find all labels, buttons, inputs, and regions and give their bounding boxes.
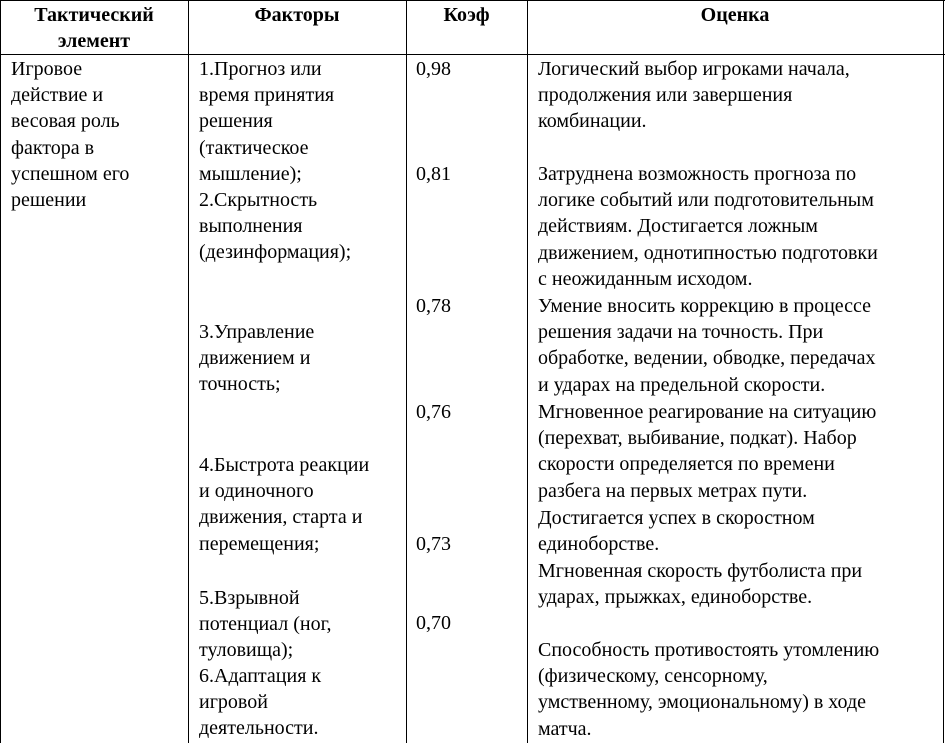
coef-1: 0,98 <box>416 58 451 80</box>
factor-1: 1.Прогноз или время принятия решения (тактическое мышление); <box>199 58 335 185</box>
table-right-border <box>943 0 944 743</box>
tactical-element-cell: Игровое действие и весовая роль фактора в успешном его решении <box>11 58 130 212</box>
assessment-1: Логический выбор игроками начала, продолжения или завершения комбинации. <box>538 58 850 133</box>
table-left-border <box>0 0 1 743</box>
factor-3: 3.Управление движением и точность; <box>199 321 315 396</box>
assessment-6: Мгновенная скорость футболиста при ударах, прыжках, единоборстве. <box>538 560 863 609</box>
assessment-3: Умение вносить коррекцию в процессе решения задачи на точность. При обработке, ведении, обводке, передачах и ударах на предельной скорости. <box>538 295 876 396</box>
assessment-5: Достигается успех в скоростном единоборстве. <box>538 507 815 556</box>
coef-6: 0,70 <box>416 612 451 634</box>
header-bottom-border <box>0 54 945 55</box>
assessment-2: Затруднена возможность прогноза по логике событий или подготовительным действиям. Достигается ложным движением, однотипностью подготовки с неожиданным исходом. <box>538 163 878 290</box>
header-factors: Факторы <box>254 4 340 26</box>
assessment-4: Мгновенное реагирование на ситуацию (перехват, выбивание, подкат). Набор скорости определяется по времени разбега на первых метрах пути. <box>538 401 877 502</box>
column-divider-3 <box>527 0 528 743</box>
coef-4: 0,76 <box>416 401 451 423</box>
column-divider-2 <box>406 0 407 743</box>
factor-4: 4.Быстрота реакции и одиночного движения, старта и перемещения; <box>199 454 370 555</box>
factor-2: 2.Скрытность выполнения (дезинформация); <box>199 189 352 264</box>
column-divider-1 <box>188 0 189 743</box>
header-coef: Коэф <box>443 4 490 26</box>
header-assessment: Оценка <box>700 4 770 26</box>
assessment-7: Способность противостоять утомлению (физическому, сенсорному, умственному, эмоциональному) в ходе матча. <box>538 639 880 740</box>
coef-5: 0,73 <box>416 533 451 555</box>
header-tactical-element: Тактический элемент <box>34 4 154 52</box>
table-top-border <box>0 0 945 1</box>
coef-3: 0,78 <box>416 295 451 317</box>
coef-2: 0,81 <box>416 163 451 185</box>
factor-5: 5.Взрывной потенциал (ног, туловища); <box>199 587 332 662</box>
factor-6: 6.Адаптация к игровой деятельности. <box>199 665 322 740</box>
